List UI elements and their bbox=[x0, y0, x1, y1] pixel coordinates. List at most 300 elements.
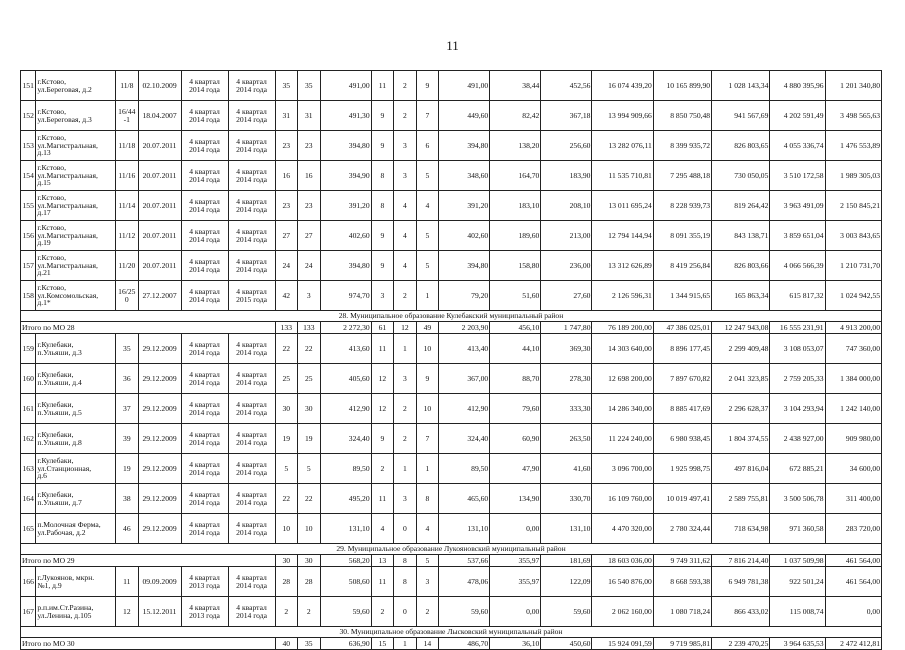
address-line: ул.Магистральная, bbox=[37, 230, 98, 240]
cell-s1: 16 540 876,00 bbox=[592, 567, 653, 597]
cell-plan-line: 4 квартал bbox=[189, 429, 220, 439]
cell-fact-line: 4 квартал bbox=[236, 106, 267, 116]
cell-s2: 8 399 935,72 bbox=[653, 131, 711, 161]
cell-fact-line: 4 квартал bbox=[236, 369, 267, 379]
address-line: п.Ульяши, д.3 bbox=[37, 347, 82, 357]
cell-plan-line: 2014 года bbox=[189, 144, 220, 154]
address-line: д.15 bbox=[37, 178, 51, 188]
cell-c2: 5 bbox=[298, 454, 320, 484]
cell-s5: 1 024 942,55 bbox=[825, 281, 881, 311]
address-line: г.Кстово, bbox=[37, 132, 66, 142]
cell-n3: 1 bbox=[416, 281, 438, 311]
cell-n1: 8 bbox=[371, 191, 393, 221]
cell-c1: 23 bbox=[275, 191, 297, 221]
cell-s1: 76 189 200,00 bbox=[592, 322, 653, 334]
cell-fact-line: 2014 года bbox=[236, 437, 267, 447]
cell-c1: 30 bbox=[275, 555, 297, 567]
cell-s2: 6 980 938,45 bbox=[653, 424, 711, 454]
cell-s4: 3 500 506,78 bbox=[770, 484, 825, 514]
cell-area: 324,40 bbox=[320, 424, 371, 454]
cell-a4: 41,60 bbox=[541, 454, 592, 484]
cell-s5: 283 720,00 bbox=[825, 514, 881, 544]
cell-area: 402,60 bbox=[320, 221, 371, 251]
cell-plan-line: 4 квартал bbox=[189, 602, 220, 612]
cell-row-number: 166 bbox=[21, 567, 36, 597]
cell-fact-line: 2014 года bbox=[236, 467, 267, 477]
cell-n2: 1 bbox=[394, 334, 416, 364]
cell-s1: 2 062 160,00 bbox=[592, 597, 653, 627]
address-line: д.1* bbox=[37, 298, 51, 308]
cell-n1: 12 bbox=[371, 364, 393, 394]
cell-c1: 19 bbox=[275, 424, 297, 454]
address-line: г.Кулебаки, bbox=[37, 455, 74, 465]
cell-doc-line: 46 bbox=[123, 523, 131, 533]
cell-doc bbox=[116, 161, 138, 191]
cell-s1: 13 994 909,66 bbox=[592, 101, 653, 131]
cell-c2: 25 bbox=[298, 364, 320, 394]
cell-n3: 5 bbox=[416, 161, 438, 191]
total-label: Итого по МО 28 bbox=[21, 322, 276, 334]
cell-n3: 4 bbox=[416, 191, 438, 221]
cell-s1: 16 109 760,00 bbox=[592, 484, 653, 514]
cell-date-line: 09.09.2009 bbox=[142, 576, 177, 586]
address-line: п.Ульяши, д.5 bbox=[37, 407, 82, 417]
address-line: г.Кстово, bbox=[37, 222, 66, 232]
cell-n1: 4 bbox=[371, 514, 393, 544]
cell-a3: 36,10 bbox=[490, 638, 541, 650]
cell-s5: 2 150 845,21 bbox=[825, 191, 881, 221]
cell-area: 412,90 bbox=[320, 394, 371, 424]
cell-s3: 2 239 470,25 bbox=[712, 638, 770, 650]
cell-a3: 134,90 bbox=[490, 484, 541, 514]
cell-s3: 1 804 374,55 bbox=[712, 424, 770, 454]
cell-s2: 1 080 718,24 bbox=[653, 597, 711, 627]
cell-plan bbox=[181, 71, 228, 101]
cell-fact-line: 2015 года bbox=[236, 294, 267, 304]
cell-doc bbox=[116, 281, 138, 311]
section-header-row bbox=[21, 311, 882, 322]
cell-date-line: 15.12.2011 bbox=[142, 606, 177, 616]
cell-area: 495,20 bbox=[320, 484, 371, 514]
cell-a4: 122,09 bbox=[541, 567, 592, 597]
cell-c2: 28 bbox=[298, 567, 320, 597]
cell-date-line: 20.07.2011 bbox=[142, 230, 177, 240]
cell-s5: 3 003 843,65 bbox=[825, 221, 881, 251]
cell-n2: 1 bbox=[394, 454, 416, 484]
cell-a4: 236,00 bbox=[541, 251, 592, 281]
cell-fact-line: 2014 года bbox=[236, 347, 267, 357]
cell-fact bbox=[228, 161, 275, 191]
cell-s5: 747 360,00 bbox=[825, 334, 881, 364]
cell-n1: 11 bbox=[371, 71, 393, 101]
cell-a4: 263,50 bbox=[541, 424, 592, 454]
cell-fact bbox=[228, 364, 275, 394]
cell-fact bbox=[228, 334, 275, 364]
cell-date bbox=[138, 364, 181, 394]
cell-plan-line: 4 квартал bbox=[189, 339, 220, 349]
cell-area: 89,50 bbox=[320, 454, 371, 484]
cell-a3: 44,10 bbox=[490, 334, 541, 364]
cell-a2: 2 203,90 bbox=[439, 322, 490, 334]
cell-area: 391,20 bbox=[320, 191, 371, 221]
address-line: ул.Береговая, д.2 bbox=[37, 84, 92, 94]
cell-c2: 31 bbox=[298, 101, 320, 131]
cell-row-number: 157 bbox=[21, 251, 36, 281]
cell-a2: 324,40 bbox=[439, 424, 490, 454]
cell-address bbox=[36, 424, 116, 454]
cell-fact-line: 4 квартал bbox=[236, 602, 267, 612]
cell-n3: 49 bbox=[416, 322, 438, 334]
cell-doc bbox=[116, 191, 138, 221]
cell-doc-line: 16/25 bbox=[118, 286, 136, 296]
cell-s4: 922 501,24 bbox=[770, 567, 825, 597]
cell-a2: 348,60 bbox=[439, 161, 490, 191]
cell-address bbox=[36, 334, 116, 364]
cell-row-number: 162 bbox=[21, 424, 36, 454]
cell-doc-line: 12 bbox=[123, 606, 131, 616]
cell-a3: 158,80 bbox=[490, 251, 541, 281]
cell-fact-line: 4 квартал bbox=[236, 196, 267, 206]
cell-c1: 28 bbox=[275, 567, 297, 597]
cell-n2: 0 bbox=[394, 597, 416, 627]
cell-n3: 14 bbox=[416, 638, 438, 650]
cell-s5: 3 498 565,63 bbox=[825, 101, 881, 131]
cell-row-number: 154 bbox=[21, 161, 36, 191]
cell-plan-line: 2014 года bbox=[189, 347, 220, 357]
cell-n1: 61 bbox=[371, 322, 393, 334]
cell-c2: 35 bbox=[298, 638, 320, 650]
cell-c2: 16 bbox=[298, 161, 320, 191]
address-line: ул.Ленина, д.105 bbox=[37, 610, 92, 620]
cell-area: 131,10 bbox=[320, 514, 371, 544]
cell-n1: 9 bbox=[371, 101, 393, 131]
cell-date bbox=[138, 131, 181, 161]
cell-a3: 0,00 bbox=[490, 514, 541, 544]
cell-a2: 89,50 bbox=[439, 454, 490, 484]
cell-a4: 213,00 bbox=[541, 221, 592, 251]
cell-plan bbox=[181, 251, 228, 281]
cell-row-number: 155 bbox=[21, 191, 36, 221]
cell-s1: 13 312 626,89 bbox=[592, 251, 653, 281]
cell-n2: 8 bbox=[394, 567, 416, 597]
cell-c2: 30 bbox=[298, 394, 320, 424]
cell-a2: 59,60 bbox=[439, 597, 490, 627]
cell-fact-line: 4 квартал bbox=[236, 519, 267, 529]
cell-doc-line: 35 bbox=[123, 343, 131, 353]
cell-plan-line: 4 квартал bbox=[189, 489, 220, 499]
cell-plan-line: 4 квартал bbox=[189, 519, 220, 529]
cell-doc-line: 39 bbox=[123, 433, 131, 443]
table-row bbox=[21, 101, 882, 131]
cell-n1: 9 bbox=[371, 131, 393, 161]
cell-s2: 9 719 985,81 bbox=[653, 638, 711, 650]
address-line: ул.Магистральная, bbox=[37, 200, 98, 210]
cell-s1: 12 698 200,00 bbox=[592, 364, 653, 394]
cell-a4: 450,60 bbox=[541, 638, 592, 650]
table-row bbox=[21, 567, 882, 597]
cell-a2: 79,20 bbox=[439, 281, 490, 311]
cell-c1: 10 bbox=[275, 514, 297, 544]
cell-a2: 131,10 bbox=[439, 514, 490, 544]
cell-date-line: 29.12.2009 bbox=[142, 523, 177, 533]
cell-a3: 60,90 bbox=[490, 424, 541, 454]
table-row bbox=[21, 221, 882, 251]
cell-c2: 30 bbox=[298, 555, 320, 567]
cell-a2: 465,60 bbox=[439, 484, 490, 514]
cell-plan bbox=[181, 334, 228, 364]
cell-plan bbox=[181, 394, 228, 424]
section-header-row bbox=[21, 627, 882, 638]
cell-s3: 6 949 781,38 bbox=[712, 567, 770, 597]
cell-s4: 971 360,58 bbox=[770, 514, 825, 544]
cell-s4: 4 055 336,74 bbox=[770, 131, 825, 161]
cell-s5: 34 600,00 bbox=[825, 454, 881, 484]
cell-c1: 31 bbox=[275, 101, 297, 131]
cell-plan bbox=[181, 597, 228, 627]
cell-c1: 25 bbox=[275, 364, 297, 394]
cell-plan-line: 2014 года bbox=[189, 84, 220, 94]
cell-doc bbox=[116, 71, 138, 101]
cell-plan-line: 2013 года bbox=[189, 610, 220, 620]
cell-doc-line: 11/12 bbox=[118, 230, 136, 240]
cell-plan-line: 2014 года bbox=[189, 437, 220, 447]
address-line: г.Кстово, bbox=[37, 282, 66, 292]
cell-fact-line: 2014 года bbox=[236, 204, 267, 214]
total-label: Итого по МО 30 bbox=[21, 638, 276, 650]
cell-plan-line: 4 квартал bbox=[189, 286, 220, 296]
cell-plan-line: 2014 года bbox=[189, 377, 220, 387]
cell-n2: 3 bbox=[394, 364, 416, 394]
cell-address bbox=[36, 364, 116, 394]
cell-c2: 24 bbox=[298, 251, 320, 281]
cell-a2: 449,60 bbox=[439, 101, 490, 131]
cell-fact-line: 4 квартал bbox=[236, 286, 267, 296]
cell-s3: 497 816,04 bbox=[712, 454, 770, 484]
table-row bbox=[21, 131, 882, 161]
cell-s3: 165 863,34 bbox=[712, 281, 770, 311]
cell-s5: 461 564,00 bbox=[825, 555, 881, 567]
cell-s3: 941 567,69 bbox=[712, 101, 770, 131]
cell-plan bbox=[181, 454, 228, 484]
cell-row-number: 151 bbox=[21, 71, 36, 101]
cell-s3: 12 247 943,08 bbox=[712, 322, 770, 334]
cell-s2: 2 780 324,44 bbox=[653, 514, 711, 544]
total-row bbox=[21, 638, 882, 650]
cell-n3: 4 bbox=[416, 514, 438, 544]
section-title: 30. Муниципальное образование Лысковский муниципальный район bbox=[21, 627, 882, 638]
cell-plan-line: 2014 года bbox=[189, 527, 220, 537]
cell-plan bbox=[181, 567, 228, 597]
cell-doc bbox=[116, 514, 138, 544]
cell-fact-line: 4 квартал bbox=[236, 489, 267, 499]
cell-fact-line: 4 квартал bbox=[236, 166, 267, 176]
cell-s5: 4 913 200,00 bbox=[825, 322, 881, 334]
cell-date-line: 29.12.2009 bbox=[142, 463, 177, 473]
table-row bbox=[21, 597, 882, 627]
cell-s2: 8 850 750,48 bbox=[653, 101, 711, 131]
cell-c2: 23 bbox=[298, 131, 320, 161]
cell-s1: 11 224 240,00 bbox=[592, 424, 653, 454]
cell-c1: 16 bbox=[275, 161, 297, 191]
cell-s5: 1 201 340,80 bbox=[825, 71, 881, 101]
cell-c2: 10 bbox=[298, 514, 320, 544]
cell-area: 405,60 bbox=[320, 364, 371, 394]
cell-fact-line: 2014 года bbox=[236, 234, 267, 244]
cell-s4: 2 438 927,00 bbox=[770, 424, 825, 454]
cell-n3: 5 bbox=[416, 555, 438, 567]
cell-c1: 42 bbox=[275, 281, 297, 311]
cell-s2: 7 295 488,18 bbox=[653, 161, 711, 191]
cell-fact bbox=[228, 567, 275, 597]
cell-s4: 3 510 172,58 bbox=[770, 161, 825, 191]
cell-area: 508,60 bbox=[320, 567, 371, 597]
cell-date bbox=[138, 514, 181, 544]
cell-s4: 3 964 635,53 bbox=[770, 638, 825, 650]
cell-plan-line: 2014 года bbox=[189, 234, 220, 244]
cell-area: 974,70 bbox=[320, 281, 371, 311]
cell-plan-line: 2014 года bbox=[189, 467, 220, 477]
cell-s3: 866 433,02 bbox=[712, 597, 770, 627]
cell-s4: 672 885,21 bbox=[770, 454, 825, 484]
cell-c1: 24 bbox=[275, 251, 297, 281]
cell-date-line: 29.12.2009 bbox=[142, 433, 177, 443]
cell-a3: 51,60 bbox=[490, 281, 541, 311]
table-row bbox=[21, 161, 882, 191]
cell-plan bbox=[181, 514, 228, 544]
cell-plan bbox=[181, 161, 228, 191]
cell-a3: 47,90 bbox=[490, 454, 541, 484]
section-title: 29. Муниципальное образование Лукояновский муниципальный район bbox=[21, 544, 882, 555]
cell-date bbox=[138, 454, 181, 484]
cell-n3: 2 bbox=[416, 597, 438, 627]
cell-doc bbox=[116, 484, 138, 514]
cell-n1: 2 bbox=[371, 454, 393, 484]
table-row bbox=[21, 191, 882, 221]
cell-a3: 355,97 bbox=[490, 567, 541, 597]
cell-plan-line: 4 квартал bbox=[189, 226, 220, 236]
cell-s2: 8 419 256,84 bbox=[653, 251, 711, 281]
cell-doc-line: 11/14 bbox=[118, 200, 136, 210]
cell-s1: 4 470 320,00 bbox=[592, 514, 653, 544]
cell-a4: 452,56 bbox=[541, 71, 592, 101]
cell-doc bbox=[116, 424, 138, 454]
cell-s4: 615 817,32 bbox=[770, 281, 825, 311]
cell-fact bbox=[228, 394, 275, 424]
address-line: ул.Рабочая, д.2 bbox=[37, 527, 86, 537]
cell-s1: 12 794 144,94 bbox=[592, 221, 653, 251]
cell-a3: 38,44 bbox=[490, 71, 541, 101]
cell-doc-line: 19 bbox=[123, 463, 131, 473]
address-line: г.Кстово, bbox=[37, 252, 66, 262]
cell-s3: 2 296 628,37 bbox=[712, 394, 770, 424]
cell-c1: 133 bbox=[275, 322, 297, 334]
cell-plan-line: 4 квартал bbox=[189, 106, 220, 116]
cell-c1: 2 bbox=[275, 597, 297, 627]
cell-fact-line: 4 квартал bbox=[236, 136, 267, 146]
cell-doc bbox=[116, 251, 138, 281]
cell-c1: 27 bbox=[275, 221, 297, 251]
address-line: д.17 bbox=[37, 208, 51, 218]
cell-n2: 2 bbox=[394, 71, 416, 101]
cell-address bbox=[36, 161, 116, 191]
cell-s2: 7 897 670,82 bbox=[653, 364, 711, 394]
cell-n2: 4 bbox=[394, 221, 416, 251]
cell-a4: 131,10 bbox=[541, 514, 592, 544]
cell-doc bbox=[116, 131, 138, 161]
cell-area: 2 272,30 bbox=[320, 322, 371, 334]
cell-doc bbox=[116, 394, 138, 424]
cell-doc bbox=[116, 101, 138, 131]
cell-s3: 2 041 323,85 bbox=[712, 364, 770, 394]
address-line: ул.Магистральная, bbox=[37, 170, 98, 180]
cell-n3: 7 bbox=[416, 424, 438, 454]
cell-plan bbox=[181, 484, 228, 514]
table-row bbox=[21, 514, 882, 544]
cell-n2: 1 bbox=[394, 638, 416, 650]
cell-s1: 13 282 076,11 bbox=[592, 131, 653, 161]
cell-n2: 2 bbox=[394, 394, 416, 424]
cell-plan-line: 2014 года bbox=[189, 407, 220, 417]
table-row bbox=[21, 251, 882, 281]
cell-doc-line: -1 bbox=[123, 114, 130, 124]
cell-n1: 12 bbox=[371, 394, 393, 424]
cell-s4: 3 859 651,04 bbox=[770, 221, 825, 251]
cell-s2: 8 668 593,38 bbox=[653, 567, 711, 597]
cell-date bbox=[138, 567, 181, 597]
cell-n3: 5 bbox=[416, 221, 438, 251]
cell-a3: 88,70 bbox=[490, 364, 541, 394]
cell-address bbox=[36, 514, 116, 544]
address-line: д.13 bbox=[37, 148, 51, 158]
cell-n1: 15 bbox=[371, 638, 393, 650]
cell-a3: 79,60 bbox=[490, 394, 541, 424]
cell-a4: 183,90 bbox=[541, 161, 592, 191]
section-header-row bbox=[21, 544, 882, 555]
table-row bbox=[21, 484, 882, 514]
cell-fact bbox=[228, 191, 275, 221]
cell-plan-line: 4 квартал bbox=[189, 76, 220, 86]
table-row bbox=[21, 364, 882, 394]
cell-s3: 2 589 755,81 bbox=[712, 484, 770, 514]
cell-row-number: 153 bbox=[21, 131, 36, 161]
cell-fact-line: 2014 года bbox=[236, 174, 267, 184]
cell-doc bbox=[116, 454, 138, 484]
cell-fact-line: 4 квартал bbox=[236, 76, 267, 86]
cell-s4: 3 108 053,07 bbox=[770, 334, 825, 364]
cell-a4: 208,10 bbox=[541, 191, 592, 221]
cell-s4: 3 104 293,94 bbox=[770, 394, 825, 424]
cell-s2: 10 019 497,41 bbox=[653, 484, 711, 514]
cell-fact bbox=[228, 71, 275, 101]
cell-c1: 35 bbox=[275, 71, 297, 101]
cell-fact bbox=[228, 597, 275, 627]
total-row bbox=[21, 322, 882, 334]
cell-s3: 718 634,98 bbox=[712, 514, 770, 544]
cell-s1: 16 074 439,20 bbox=[592, 71, 653, 101]
cell-address bbox=[36, 101, 116, 131]
cell-fact-line: 2014 года bbox=[236, 377, 267, 387]
cell-c1: 40 bbox=[275, 638, 297, 650]
cell-s2: 1 344 915,65 bbox=[653, 281, 711, 311]
cell-s1: 14 286 340,00 bbox=[592, 394, 653, 424]
cell-date bbox=[138, 191, 181, 221]
cell-s4: 4 880 395,96 bbox=[770, 71, 825, 101]
address-line: г.Кстово, bbox=[37, 192, 66, 202]
cell-date-line: 20.07.2011 bbox=[142, 200, 177, 210]
cell-s4: 4 066 566,39 bbox=[770, 251, 825, 281]
cell-date-line: 02.10.2009 bbox=[142, 80, 177, 90]
cell-n2: 2 bbox=[394, 281, 416, 311]
